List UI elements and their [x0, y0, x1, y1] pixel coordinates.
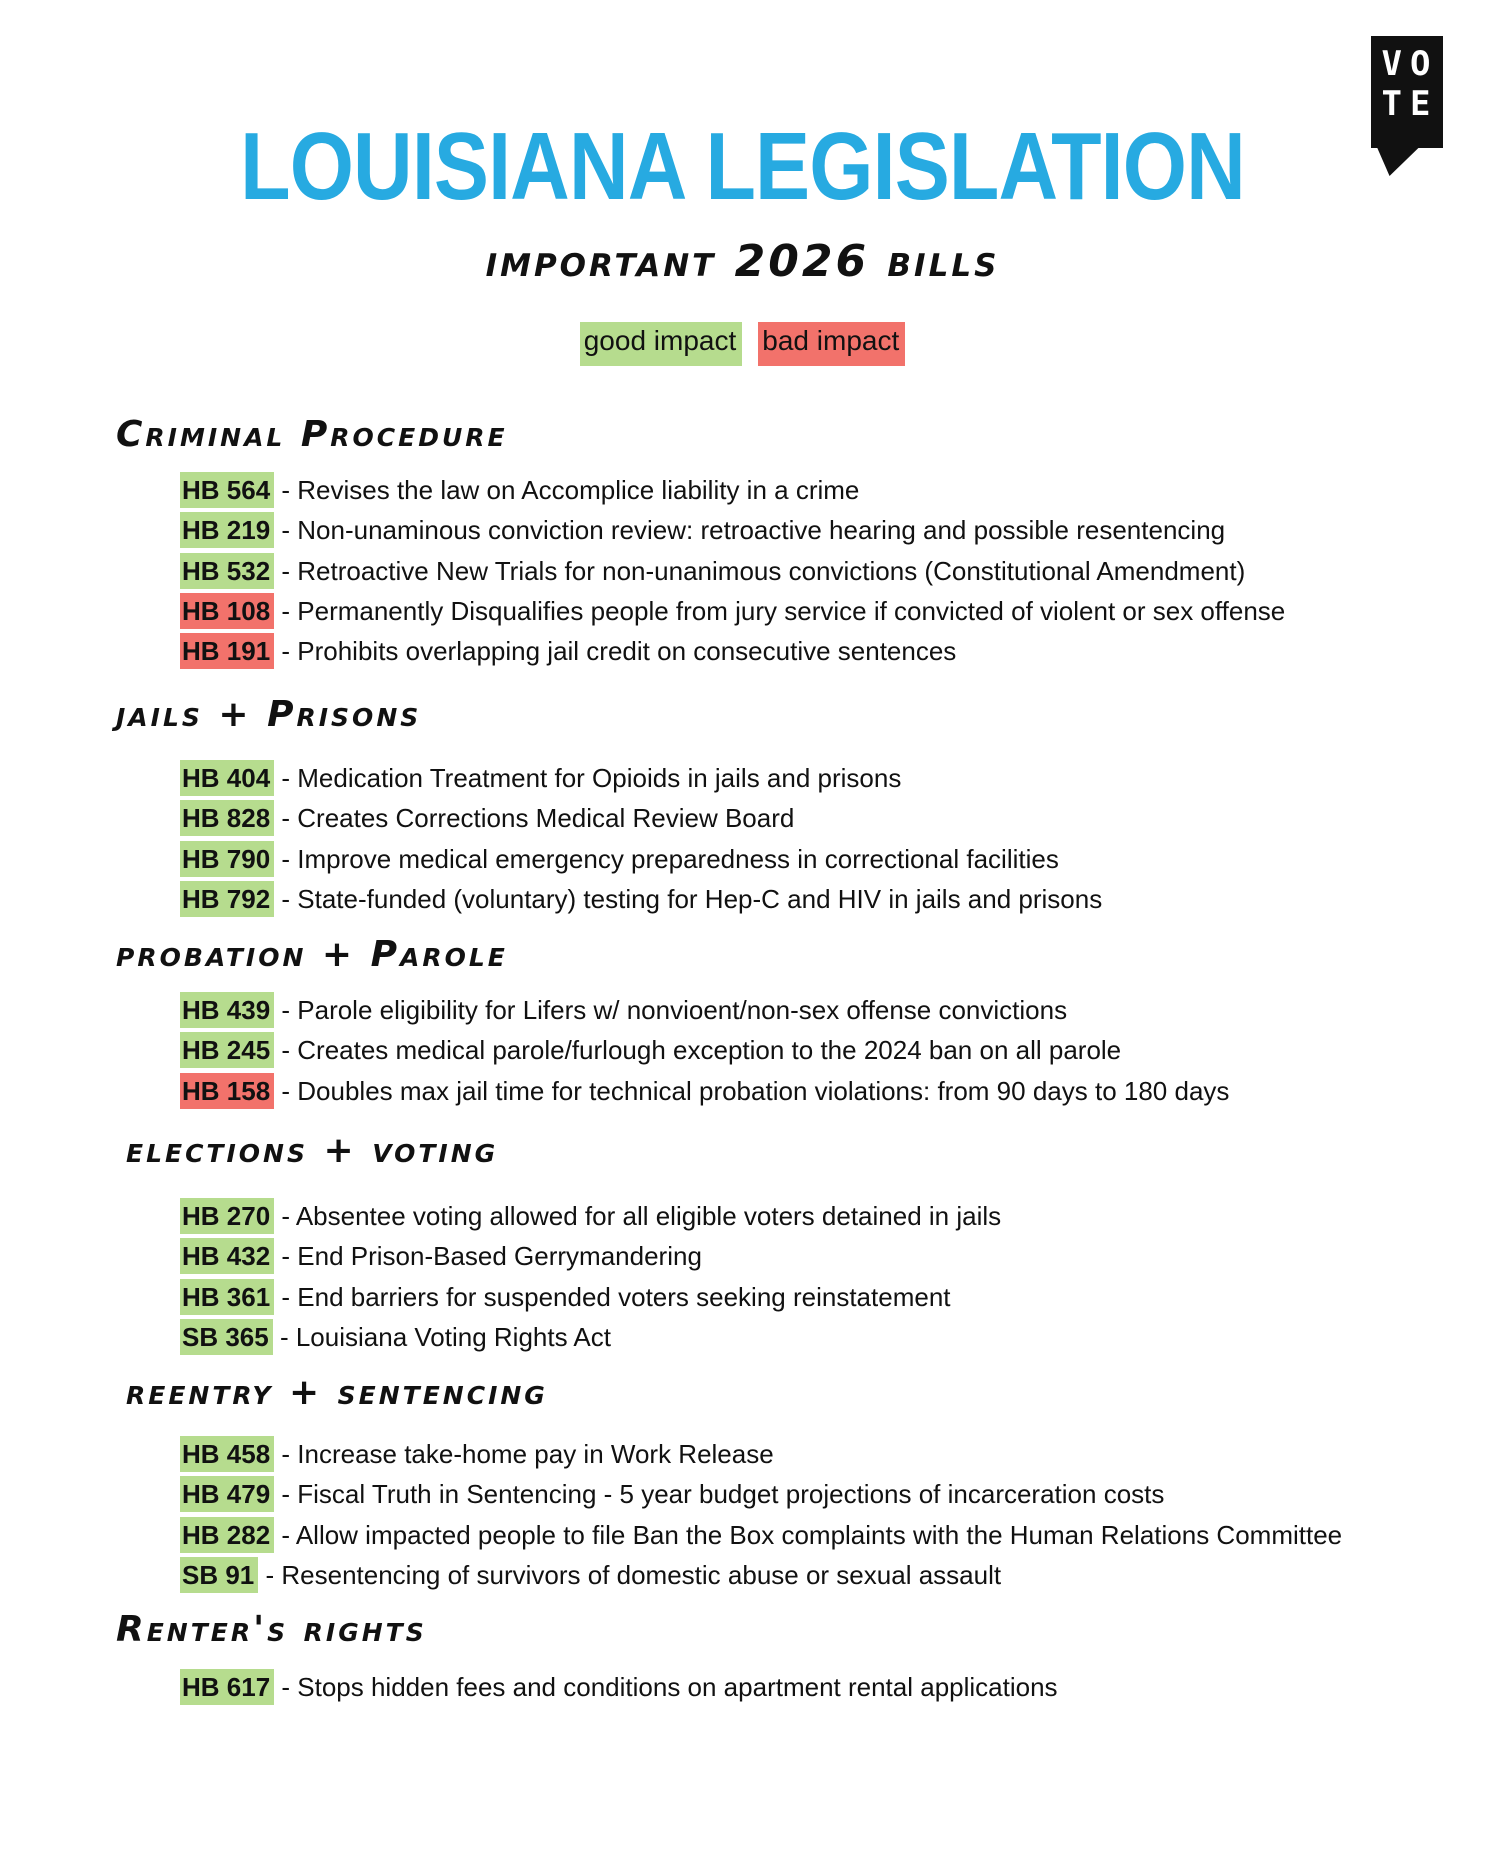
- bill-id-good: HB 282: [180, 1517, 274, 1553]
- bill-description: - Retroactive New Trials for non-unanimous convictions (Constitutional Amendment): [274, 555, 1246, 586]
- bill-description: - State-funded (voluntary) testing for Hep-C and HIV in jails and prisons: [274, 883, 1103, 914]
- bill-description: - Permanently Disqualifies people from jury service if convicted of violent or sex offense: [274, 595, 1286, 626]
- vote-logo-line1: VO: [1381, 44, 1439, 84]
- bill-description: - Louisiana Voting Rights Act: [272, 1321, 611, 1352]
- bill-row: [180, 798, 794, 838]
- vote-logo: [1371, 36, 1443, 146]
- bill-id-good: HB 564: [180, 472, 274, 508]
- bill-id-bad: HB 191: [180, 633, 274, 669]
- bill-id-good: HB 532: [180, 553, 274, 589]
- bill-row: [180, 470, 859, 510]
- section-heading: Renter's rights: [116, 1609, 427, 1650]
- bill-row: [180, 510, 1225, 550]
- bill-row: [180, 631, 956, 671]
- page-subtitle: important 2026 bills: [485, 236, 1000, 287]
- bill-id-good: HB 617: [180, 1669, 274, 1705]
- section-heading: elections + voting: [126, 1130, 499, 1171]
- bill-description: - End Prison-Based Gerrymandering: [274, 1241, 702, 1272]
- bill-row: [180, 1236, 702, 1276]
- section-heading: jails + Prisons: [116, 694, 422, 735]
- bill-description: - End barriers for suspended voters seeking reinstatement: [274, 1281, 951, 1312]
- bill-description: - Resentencing of survivors of domestic abuse or sexual assault: [258, 1559, 1002, 1590]
- bill-row: [180, 1030, 1121, 1070]
- bill-id-good: SB 365: [180, 1319, 273, 1355]
- bill-row: [180, 1317, 611, 1357]
- bill-row: [180, 1515, 1342, 1555]
- bill-id-good: HB 245: [180, 1032, 274, 1068]
- bill-row: [180, 1277, 951, 1317]
- bill-description: - Stops hidden fees and conditions on apartment rental applications: [274, 1672, 1058, 1702]
- bill-row: [180, 1667, 1058, 1707]
- bill-row: [180, 839, 1059, 879]
- vote-logo-line2: TE: [1381, 84, 1439, 124]
- bill-id-good: HB 828: [180, 800, 274, 836]
- bill-id-good: HB 219: [180, 512, 274, 548]
- bill-row: [180, 1434, 774, 1474]
- bill-description: - Increase take-home pay in Work Release: [274, 1439, 774, 1469]
- bill-description: - Doubles max jail time for technical probation violations: from 90 days to 180 days: [274, 1075, 1230, 1106]
- bill-description: - Revises the law on Accomplice liability in a crime: [274, 475, 860, 505]
- bill-id-bad: HB 158: [180, 1073, 274, 1109]
- bill-row: [180, 591, 1285, 631]
- bill-id-good: HB 404: [180, 760, 274, 796]
- bill-id-bad: HB 108: [180, 593, 274, 629]
- bill-id-good: HB 479: [180, 1476, 274, 1512]
- bill-description: - Parole eligibility for Lifers w/ nonvioent/non-sex offense convictions: [274, 995, 1068, 1025]
- bill-id-good: HB 458: [180, 1436, 274, 1472]
- bill-row: [180, 990, 1067, 1030]
- bill-id-good: HB 792: [180, 881, 274, 917]
- bill-row: [180, 551, 1245, 591]
- bill-description: - Non-unaminous conviction review: retroactive hearing and possible resentencing: [274, 515, 1226, 546]
- page-title: LOUISIANA LEGISLATION: [240, 113, 1245, 220]
- legend-good: good impact: [580, 322, 743, 366]
- bill-id-good: SB 91: [180, 1557, 258, 1593]
- bill-description: - Allow impacted people to file Ban the Box complaints with the Human Relations Committee: [274, 1519, 1343, 1550]
- vote-logo-text: [1371, 44, 1443, 124]
- impact-legend: [0, 322, 1485, 366]
- section-heading: probation + Parole: [116, 934, 508, 975]
- section-heading: Criminal Procedure: [116, 414, 508, 455]
- bill-id-good: HB 439: [180, 992, 274, 1028]
- bill-row: [180, 758, 901, 798]
- bill-description: - Creates Corrections Medical Review Board: [274, 803, 795, 834]
- bill-description: - Improve medical emergency preparedness in correctional facilities: [274, 843, 1059, 874]
- bill-row: [180, 1555, 1001, 1595]
- bill-id-good: HB 790: [180, 841, 274, 877]
- bill-description: - Medication Treatment for Opioids in jails and prisons: [274, 763, 902, 793]
- bill-description: - Absentee voting allowed for all eligible voters detained in jails: [274, 1201, 1002, 1231]
- bill-description: - Creates medical parole/furlough exception to the 2024 ban on all parole: [274, 1035, 1122, 1066]
- legend-bad: bad impact: [758, 322, 905, 366]
- bill-row: [180, 1196, 1001, 1236]
- bill-description: - Fiscal Truth in Sentencing - 5 year budget projections of incarceration costs: [274, 1479, 1165, 1510]
- section-heading: reentry + sentencing: [126, 1372, 548, 1413]
- bill-row: [180, 1071, 1229, 1111]
- bill-id-good: HB 270: [180, 1198, 274, 1234]
- bill-row: [180, 879, 1102, 919]
- bill-id-good: HB 432: [180, 1238, 274, 1274]
- bill-row: [180, 1474, 1164, 1514]
- bill-description: - Prohibits overlapping jail credit on consecutive sentences: [274, 636, 957, 667]
- bill-id-good: HB 361: [180, 1279, 274, 1315]
